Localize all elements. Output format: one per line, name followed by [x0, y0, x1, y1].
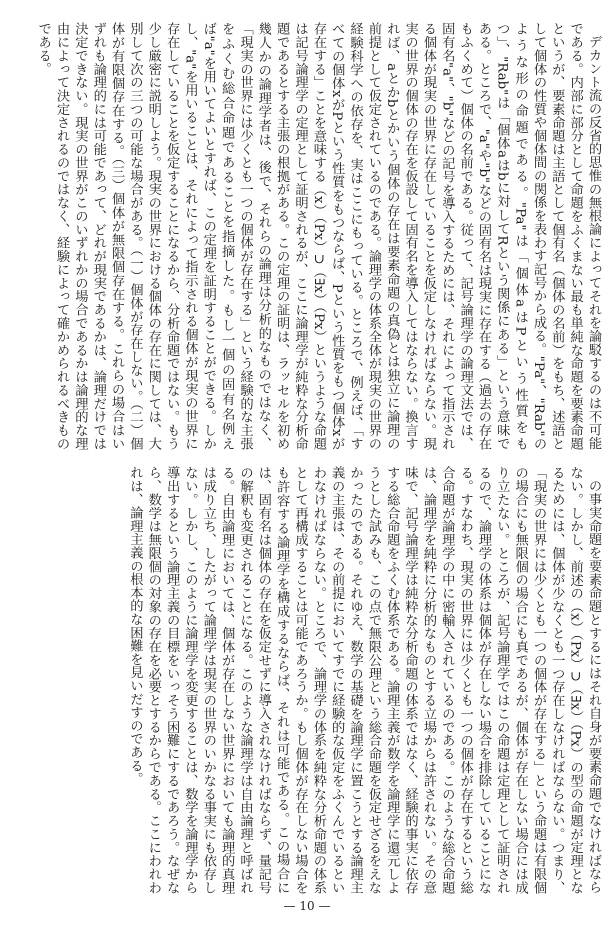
upper-text-block — [18, 22, 602, 450]
lower-text-block — [18, 466, 602, 894]
page-number: — 10 — — [283, 899, 331, 913]
lower-body-text: の事実命題を要素命題とするにはそれ自身が要素命題でなければならない。しかし、前述の（x）（Px）⊃（∃x）（Px）の型の命題が定理となるためには、個体が少なくとも一つ存在しなければならない。つまり、「現実の世界には少くとも一つの個体が存在する」という命題は有限個の場合にも無限個の場合にも真であるが、個体が存在しない場合には成り立たない。ところが、記号論理学ではこの命題は定理として証明されるので、論理学の体系は個体が存在しない場合を排除していることになる。すなわち、現実の世界には少くとも一つの個体が存在するという総合命題が論理学の中に密輸入されているのである。このような総合命題は、論理学を純粋に分析的なものとする立場からは許されない。その意味で、記号論理学は純粋な分析命題の体系ではなく、経験的事実に依存する総合命題をふくむ体系である。論理主義が数学を論理学に還元しようとした試みも、この点で無限公理という総合命題を仮定せざるをえなかったのである。それゆえ、数学の基礎を論理学に置こうとする論理主義の主張は、その前提においてすでに経験的な仮定をふくんでいるといわなければならない。ところで、論理学の体系を純粋な分析命題の体系として再構成することは可能であろうか。もし個体が存在しない場合をも許容する論理学を構成するならば、それは可能である。この場合には、固有名は個体の存在を仮定せずに導入されなければならず、量記号の解釈も変更されることになる。このような論理学は自由論理と呼ばれる。自由論理においては、個体が存在しない世界においても論理的真理は成り立ち、したがって論理学は現実の世界のいかなる事実にも依存しない。しかし、このように論理学を変更することは、数学を論理学から導出するという論理主義の目標をいっそう困難にするであろう。なぜなら、数学は無限個の対象の存在を必要とするからである。ここにわれわれは、論理主義の根本的な困難を見いだすのである。 — [127, 466, 601, 894]
upper-body-text: デカント流の反省的思惟の無根論によってそれを論駁するのは不可能である。内部に部分として命題をふくまない最も単純な命題を要素命題というが、要素命題は主語として個有名（個体の名前）をもち、述語として個体の性質や個体間の関係を表わす記号から成る。"Pa"、"Rab"のような形の命題である。"Pa"は「個体aはPという性質をもつ」、"Rab"は「個体aはbに対してRという関係にある」という意味である。ところで、"a"や"b"などの固有名は現実に存在する（過去の存在もふくめて）個体の名前である。従って、記号論理学の論理文法では、固有名"a"、"b"などの記号を導入するためには、それによって指示される個体が現実の世界に存在していることを仮定しなければならない。現実の世界の個体の存在を仮設して固有名を導入してはならない。換言すれば、aとかbとかいう個体の存在は要素命題の真偽とは独立に論理の前提として仮定されているのである。論理学の体系全体が現実の世界の経験科学への依存を、実はここにもっている。ところで、例えば、「すべての個体xがPという性質をもつならば、Pという性質をもつ個体xが存在する」ことを意味する（x）（Px）⊃（∃x）（Px）というような命題は記号論理学の定理として証明されるが、ここに論理学が純粋な分析命題であるとする主張の根拠がある。この定理の証明は、ラッセルを初め幾人かの論理学者は、後で、それらの論理は分析的なものではなく、「現実の世界には少くとも一つの個体が存在する」という経験的な主張をふくむ総合命題であることを指摘した。もし一個の固有名例えば"a"を用いてよいとすれば、この定理を証明することができる。しかし、"a"を用いることは、それによって指示される個体が現実の世界に存在していることを仮定することになるから、分析命題ではない。もう少し厳密に説明しよう。現実の世界における個体の存在に関しては、大別して次の三つの可能な場合がある。（一）個体が存在しない。（二）個体が有限個存在する。（三）個体が無限個存在する。これらの場合はいずれも論理的には可能であって、どれが現実であるかは、論理だけでは決定できない。現実の世界がこのいずれかの場合であるかは論理的な理由によって決定されるのではなく、経験によって確かめられるべきものである。 — [35, 22, 601, 450]
